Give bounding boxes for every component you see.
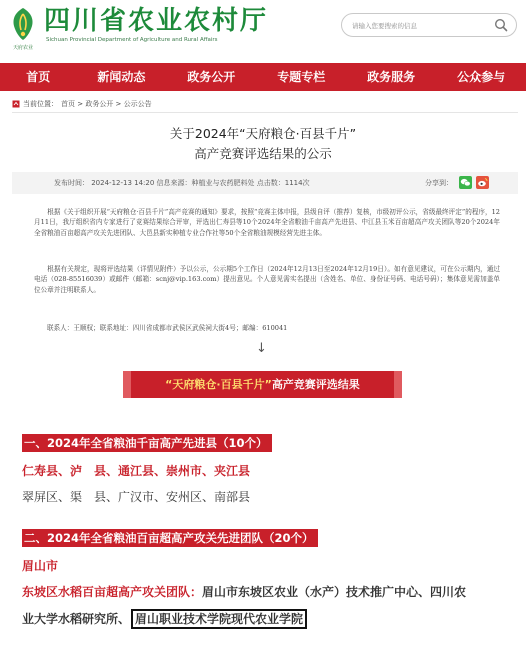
section-1-header: 一、2024年全省粮油千亩高产先进县（10个） (22, 434, 272, 452)
article-title-line-1: 关于2024年“天府粮仓·百县千片” (169, 126, 357, 141)
team-entry-line-2 (22, 609, 307, 629)
search-box (341, 13, 517, 37)
highlighted-institution: 眉山职业技术学院现代农业学院 (131, 609, 307, 629)
location-icon (12, 100, 20, 108)
county-list-row-1: 仁寿县、泸 县、通江县、崇州市、夹江县 (22, 464, 251, 478)
main-nav (0, 63, 526, 91)
contact-info: 联系人：王顺权；联系地址：四川省成都市武侯区武侯祠大街4号；邮编：610041 (47, 324, 288, 332)
nav-item-participation[interactable]: 公众参与 (457, 70, 506, 84)
breadcrumb-prefix: 当前位置： (23, 100, 58, 108)
search-input[interactable] (352, 18, 487, 33)
article-paragraph-2: 根据有关规定，现将评选结果（详情见附件）予以公示，公示期5个工作日（2024年12月13日至2024年12月19日）。如有意见建议，可在公示期内，通过电话（028-85516039）或邮件（邮箱：scnj@vip.163.com）提出意见。个人意见需实名提出（含姓名、单位、身份证号码、电话号码）；集体意见需加盖单位公章并注明联系人。 (34, 265, 500, 294)
article-meta-bar (12, 172, 518, 194)
breadcrumb (12, 99, 152, 109)
banner-suffix: 高产竞赛评选结果 (271, 378, 360, 391)
nav-item-home[interactable]: 首页 (26, 70, 51, 84)
team-entry-line-1 (22, 583, 466, 600)
county-list-row-2: 翠屏区、渠 县、广汉市、安州区、南部县 (22, 490, 251, 504)
share-label: 分享到： (425, 179, 453, 187)
nav-item-services[interactable]: 政务服务 (367, 70, 416, 84)
article-title-line-2: 高产竞赛评选结果的公示 (194, 146, 332, 161)
nav-item-topics[interactable]: 专题专栏 (277, 70, 326, 84)
seal-logo-icon[interactable] (8, 6, 38, 42)
banner-campaign-name: “天府粮仓·百县千片” (165, 378, 272, 391)
team-name: 东坡区水稻百亩超高产攻关团队： (22, 585, 203, 599)
article-paragraph-1: 根据《关于组织开展“天府粮仓·百县千片”高产竞赛的通知》要求，按照“竞赛主体申报，县级自评（推荐）复核，市级初评公示，省级最终评定”的程序，12月11日，我厅组织省内专家进行了竞赛结果综合评审，评选出仁寿县等10个2024年全省粮油千亩高产先进县、中江县玉米百亩超高产攻关团队等20个2024年全省粮油百亩超高产攻关先进团队、大邑县新实种植专业合作社等50个全省粮油规模经营先进主体。 (34, 208, 500, 237)
site-title[interactable]: 四川省农业农村厅 (44, 6, 269, 36)
team-members: 眉山市东坡区农业（水产）技术推广中心、四川农 (202, 585, 467, 599)
article-meta: 发布时间： 2024-12-13 14:20 信息来源：种植业与农药肥料处 点击数：1114次 (54, 179, 310, 187)
down-arrow-icon: ↓ (256, 341, 267, 356)
nav-item-news[interactable]: 新闻动态 (97, 70, 146, 84)
results-banner (129, 371, 396, 398)
team-members-continued: 业大学水稻研究所、 (22, 612, 131, 626)
divider (12, 112, 518, 113)
section-2-header: 二、2024年全省粮油百亩超高产攻关先进团队（20个） (22, 529, 318, 547)
search-icon[interactable] (494, 18, 508, 32)
wechat-share-icon[interactable] (459, 176, 472, 189)
site-subtitle: Sichuan Provincial Department of Agriculture and Rural Affairs (46, 37, 218, 43)
seal-caption: 天府农业 (12, 45, 33, 51)
weibo-share-icon[interactable] (476, 176, 489, 189)
city-name: 眉山市 (22, 559, 59, 573)
breadcrumb-path[interactable]: 首页 > 政务公开 > 公示公告 (61, 100, 152, 108)
nav-item-gov-affairs[interactable]: 政务公开 (187, 70, 236, 84)
site-header (0, 0, 526, 62)
